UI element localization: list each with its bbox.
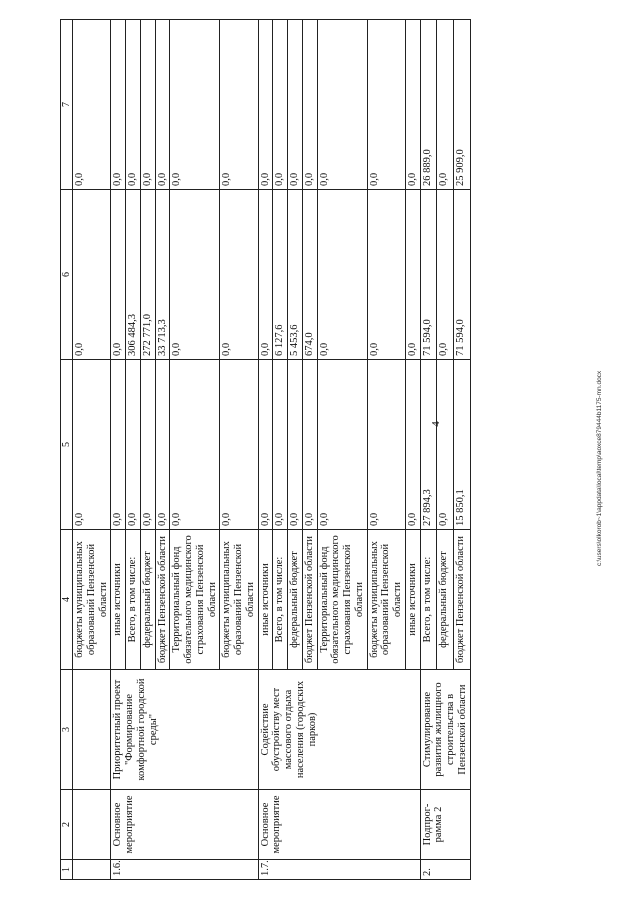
value-col6: 0,0 [170, 190, 220, 360]
value-col5: 0,0 [288, 360, 303, 530]
header-cell: 7 [61, 20, 73, 190]
value-col6: 71 594,0 [454, 190, 471, 360]
value-col7: 0,0 [302, 20, 317, 190]
value-col5: 0,0 [302, 360, 317, 530]
value-col7: 0,0 [273, 20, 288, 190]
value-col6: 0,0 [437, 190, 454, 360]
value-col6: 0,0 [220, 190, 258, 360]
type-cell: Основное мероприятие [111, 790, 258, 860]
landscape-page [60, 20, 570, 880]
page-number: 4 [429, 421, 442, 427]
type-cell: Основное мероприятие [258, 790, 420, 860]
source-cell: бюджеты муниципальных образований Пензенской области [220, 530, 258, 670]
header-cell: 2 [61, 790, 73, 860]
value-col7: 0,0 [317, 20, 367, 190]
row-number-cell [73, 860, 111, 880]
table-row [258, 20, 273, 880]
value-col5: 0,0 [155, 360, 170, 530]
value-col5: 0,0 [126, 360, 141, 530]
value-col6: 0,0 [73, 190, 111, 360]
source-cell: федеральный бюджет [140, 530, 155, 670]
table-row [73, 20, 111, 880]
value-col6: 0,0 [258, 190, 273, 360]
source-cell: бюджет Пензенской области [155, 530, 170, 670]
value-col7: 0,0 [405, 20, 420, 190]
source-cell: Всего, в том числе: [420, 530, 437, 670]
value-col5: 0,0 [405, 360, 420, 530]
title-cell: Содействие обустройству мест массового отдыха населения (городских парков) [258, 670, 420, 790]
value-col7: 25 909,0 [454, 20, 471, 190]
source-cell: бюджеты муниципальных образований Пензенской области [73, 530, 111, 670]
source-cell: федеральный бюджет [288, 530, 303, 670]
value-col7: 0,0 [258, 20, 273, 190]
value-col7: 0,0 [437, 20, 454, 190]
value-col5: 27 894,3 [420, 360, 437, 530]
source-cell: Всего, в том числе: [126, 530, 141, 670]
type-cell: Подпрог-рамма 2 [420, 790, 470, 860]
value-col5: 0,0 [258, 360, 273, 530]
row-number-cell: 1.6. [111, 860, 258, 880]
value-col5: 0,0 [111, 360, 126, 530]
value-col6: 6 127,6 [273, 190, 288, 360]
value-col7: 0,0 [170, 20, 220, 190]
source-cell: иные источники [405, 530, 420, 670]
value-col6: 674,0 [302, 190, 317, 360]
value-col5: 0,0 [73, 360, 111, 530]
budget-table [60, 19, 471, 880]
title-cell: Приоритетный проект "Формирование комфортной городской среды" [111, 670, 258, 790]
value-col5: 0,0 [437, 360, 454, 530]
value-col6: 0,0 [405, 190, 420, 360]
header-cell: 3 [61, 670, 73, 790]
value-col7: 0,0 [73, 20, 111, 190]
source-cell: федеральный бюджет [437, 530, 454, 670]
title-cell [73, 670, 111, 790]
source-cell: Территориальный фонд обязательного медицинского страхования Пензенской области [170, 530, 220, 670]
header-cell: 4 [61, 530, 73, 670]
source-cell: бюджеты муниципальных образований Пензенской области [367, 530, 405, 670]
table-row [111, 20, 126, 880]
value-col6: 0,0 [111, 190, 126, 360]
value-col7: 0,0 [288, 20, 303, 190]
value-col6: 0,0 [317, 190, 367, 360]
value-col5: 0,0 [170, 360, 220, 530]
value-col7: 26 889,0 [420, 20, 437, 190]
header-cell: 1 [61, 860, 73, 880]
value-col6: 33 713,3 [155, 190, 170, 360]
row-number-cell: 1.7. [258, 860, 420, 880]
value-col6: 0,0 [367, 190, 405, 360]
value-col7: 0,0 [155, 20, 170, 190]
value-col7: 0,0 [367, 20, 405, 190]
source-cell: Территориальный фонд обязательного медицинского страхования Пензенской области [317, 530, 367, 670]
header-cell: 5 [61, 360, 73, 530]
table-row [420, 20, 437, 880]
value-col5: 0,0 [220, 360, 258, 530]
header-cell: 6 [61, 190, 73, 360]
value-col6: 272 771,0 [140, 190, 155, 360]
row-number-cell: 2. [420, 860, 470, 880]
source-cell: бюджет Пензенской области [302, 530, 317, 670]
title-cell: Стимулирование развития жилищного строительства в Пензенской области [420, 670, 470, 790]
value-col6: 5 453,6 [288, 190, 303, 360]
value-col5: 0,0 [273, 360, 288, 530]
footer-path-text: c:\users\olkorob~1\appdata\local\temp\aoxce879444b1175-mn.docx [596, 370, 603, 566]
value-col5: 15 850,1 [454, 360, 471, 530]
value-col5: 0,0 [367, 360, 405, 530]
type-cell [73, 790, 111, 860]
value-col5: 0,0 [317, 360, 367, 530]
value-col7: 0,0 [140, 20, 155, 190]
source-cell: Всего, в том числе: [273, 530, 288, 670]
value-col7: 0,0 [111, 20, 126, 190]
value-col6: 306 484,3 [126, 190, 141, 360]
value-col5: 0,0 [140, 360, 155, 530]
header-row [61, 20, 73, 880]
value-col6: 71 594,0 [420, 190, 437, 360]
source-cell: иные источники [258, 530, 273, 670]
source-cell: иные источники [111, 530, 126, 670]
source-cell: бюджет Пензенской области [454, 530, 471, 670]
value-col7: 0,0 [126, 20, 141, 190]
value-col7: 0,0 [220, 20, 258, 190]
